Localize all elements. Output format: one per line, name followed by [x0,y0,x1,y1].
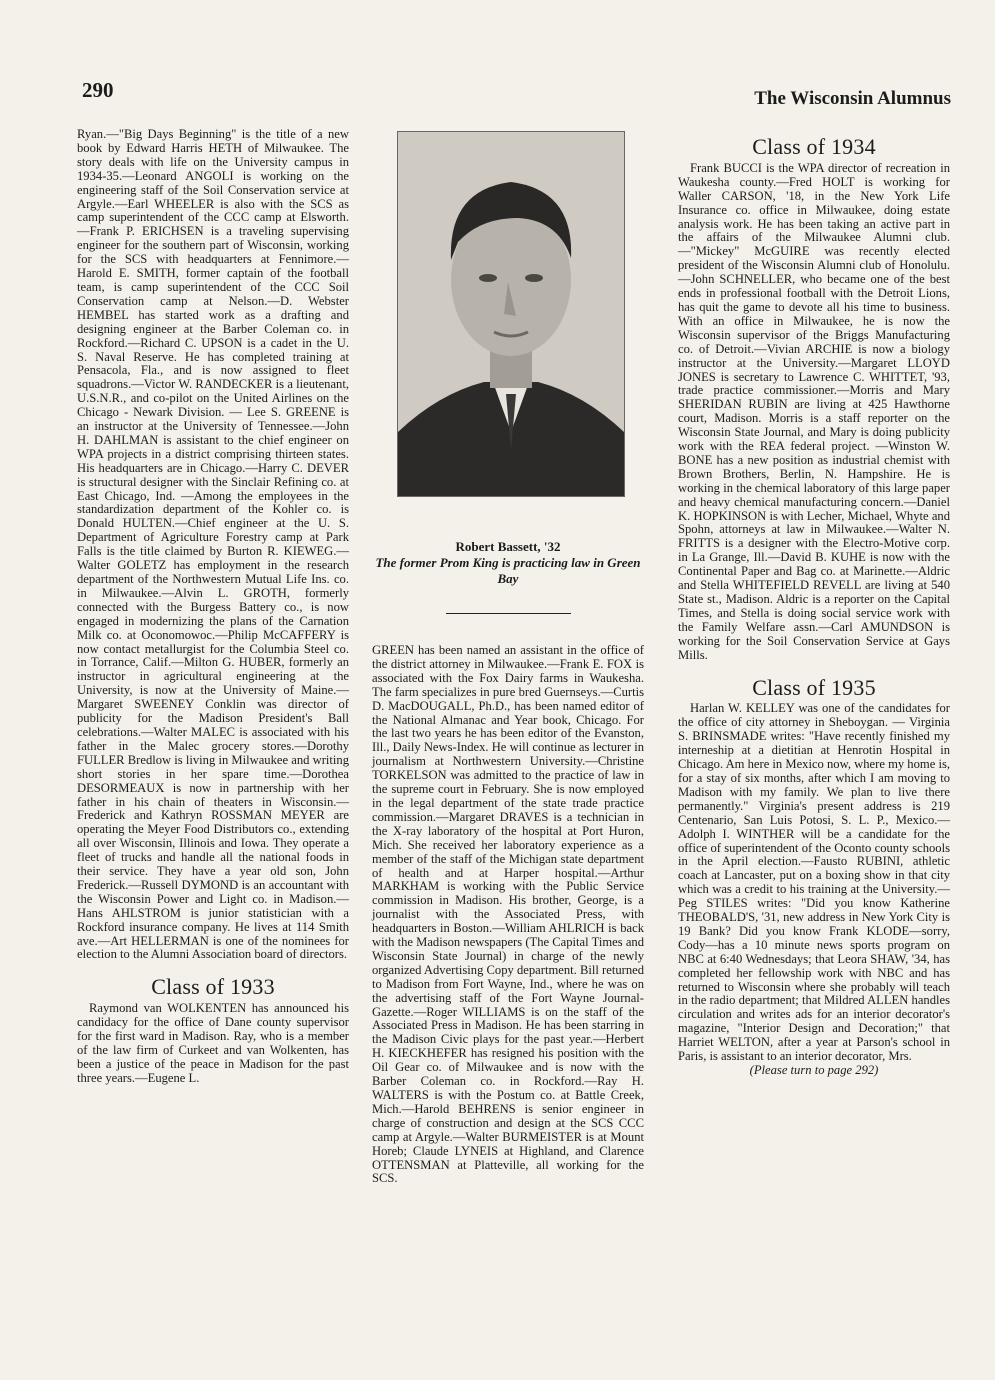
portrait-image [398,132,624,496]
continued-note: (Please turn to page 292) [749,1063,879,1077]
article-paragraph: GREEN has been named an assistant in the office of the district attorney in Milwaukee.—Frank E. FOX is associated with the Fox Dairy farms in Waukesha. The farm specializes in pure bred Guernseys.—Curtis D. MacDOUGALL, Ph.D., has been named editor of the National Almanac and Year book, Chicago. For the last two years he has been editor of the Evanston, Ill., Daily News-Index. He will continue as lecturer in journalism at Northwestern University.—Christine TORKELSON was admitted to the practice of law in the supreme court in February. She is now employed in the legal department of the state trade practice commission.—Margaret DRAVES is a technician in the X-ray laboratory of the hospital at Port Huron, Mich. She received her laboratory experience as a member of the staff of the Michigan state department of health and at Harper hospital.—Arthur MARKHAM is working with the Public Service commission in Madison. His brother, George, is a journalist with the Associated Press, with headquarters in Boston.—William AHLRICH is back with the Madison newspapers (The Capital Times and Wisconsin State Journal) in charge of the newly organized Advertising Copy department. Bill returned to Madison from Fort Wayne, Ind., where he was on the advertising staff of the Fort Wayne Journal-Gazette.—Roger WILLIAMS is on the staff of the Associated Press in Madison. He has been starring in the Madison Civic plays for the past year.—Herbert H. KIECKHEFER has resigned his position with the Oil Gear co. of Milwaukee and is now with the Barber Coleman co. in Rockford.—Ray H. WALTERS is with the Postum co. at Battle Creek, Mich.—Harold BEHRENS is senior engineer in charge of construction and design at the SCS CCC camp at Argyle.—Walter BURMEISTER is at Mount Horeb; Claude LYNEIS at Highland, and Clarence OTTENSMAN at Platteville, all working for the SCS. [372,643,644,1186]
caption-text: The former Prom King is practicing law in Green Bay [375,555,641,586]
middle-column [372,128,644,1186]
photo-caption [372,539,644,587]
divider-rule [446,613,571,614]
class-heading-1934: Class of 1934 [752,134,876,159]
page-number: 290 [82,78,114,102]
running-head: The Wisconsin Alumnus [754,88,951,109]
portrait-photo [397,131,625,497]
article-paragraph: Frank BUCCI is the WPA director of recreation in Waukesha county.—Fred HOLT is working for Waller CARSON, '18, in the New York Life Insurance co. office in Milwaukee, doing estate analysis work. He has been taking an active part in the affairs of the Milwaukee Alumni club.—"Mickey" McGUIRE was recently elected president of the Wisconsin Alumni club of Honolulu.—John SCHNELLER, who became one of the best ends in professional football with the Detroit Lions, has quit the game to devote all his time to business. With an office in Milwaukee, he is now the Wisconsin supervisor of the Briggs Manufacturing co. of Detroit.—Vivian ARCHIE is now a biology instructor at the University.—Margaret LLOYD JONES is secretary to Lawrence C. WHITTET, '93, trade practice commissioner.—Morris and Mary SHERIDAN RUBIN are living at 425 Hawthorne court, Madison. Morris is a staff reporter on the Wisconsin State Journal, and Mary is doing publicity work with the REA federal project. —Winston W. BONE has a new position as industrial chemist with Brown Brothers, Berlin, N. Hampshire. He is working in the chemical laboratory of this large paper and heavy chemical manufacturing concern.—Daniel K. HOPKINSON is with Lecher, Michael, Whyte and Spohn, attorneys at law in Milwaukee.—Walter N. FRITTS is a designer with the Electro-Motive corp. in La Grange, Ill.—David B. KUHE is now with the Continental Paper and Bag co. at Marinette.—Aldric and Stella WHITEFIELD REVELL are living at 540 State st., Madison. Aldric is a reporter on the Capital Times, and Stella is doing social service work with the Family Welfare assn.—Carl AMUNDSON is working for the Soil Conservation Service at Gays Mills. [678,160,950,662]
caption-name: Robert Bassett, '32 [455,539,561,554]
right-column [678,134,950,1078]
class-heading-1935: Class of 1935 [752,674,876,700]
article-paragraph: Raymond van WOLKENTEN has announced his candidacy for the office of Dane county supervisor for the first ward in Madison. Ray, who is a member of the law firm of Curkeet and van Wolkenten, has been a justice of the peace in Madison for the past three years.—Eugene L. [77,1001,349,1085]
article-paragraph: Harlan W. KELLEY was one of the candidates for the office of city attorney in Sheboygan. — Virginia S. BRINSMADE writes: "Have recently finished my interneship at a dietitian at Henrotin Hospital in Chicago. Am here in Mexico now, where my home is, for a stay of six months, after which I am moving to Madison with my family. We plan to live there permanently." Virginia's present address is 219 Centenario, San Luis Potosi, S. L. P., Mexico.—Adolph I. WINTHER will be a candidate for the office of superintendent of the Oconto county schools in the April election.—Fausto RUBINI, athletic coach at Lancaster, put on a boxing show in that city which was a credit to his training at the University.—Peg STILES writes: "Did you know Katherine THEOBALD'S, '31, new address in New York City is 19 Bank? Did you know Frank KLODE—sorry, Cody—has a 10 minute news sports program on NBC at 6:40 Wednesdays; that Leora SHAW, '34, has completed her fellowship work with NBC and has returned to Wisconsin where she probably will teach in the radio department; that Mildred ALLEN handles circulation and writes ads for an interior decorator's magazine, "Interior Design and Decoration;" that Harriet WELTON, after a year at Parson's school in Paris, is assistant to an interior decorator, Mrs. [678,701,950,1064]
class-heading-1933: Class of 1933 [151,974,275,1000]
left-column [77,128,349,1086]
article-paragraph: Ryan.—"Big Days Beginning" is the title of a new book by Edward Harris HETH of Milwaukee. The story deals with life on the University campus in 1934-35.—Leonard ANGOLI is working on the engineering staff of the Soil Conservation service at Argyle.—Earl WHEELER is also with the SCS as camp superintendent of the CCC camp at Elsworth.—Frank P. ERICHSEN is a traveling supervising engineer for the southern part of Wisconsin, working for the SCS with headquarters at Fennimore.—Harold E. SMITH, former captain of the football team, is camp superintendent of the CCC Soil Conservation camp at Nelson.—D. Webster HEMBEL has started work as a drafting and designing engineer at the Barber Coleman co. in Rockford.—Richard C. UPSON is a cadet in the U. S. Naval Reserve. He has completed training at Pensacola, Fla., and is now assigned to fleet squadrons.—Victor W. RANDECKER is a lieutenant, U.S.N.R., and co-pilot on the United Airlines on the Chicago - Newark Division. — Lee S. GREENE is an instructor at the University of Tennessee.—John H. DAHLMAN is assistant to the chief engineer on WPA projects in a district comprising thirteen states. His headquarters are in Chicago.—Harry C. DEVER is structural designer with the Sinclair Refining co. at East Chicago, Ind. —Among the employees in the standardization department of the Kohler co. is Donald HULTEN.—Chief engineer at the U. S. Department of Agriculture Forestry camp at Park Falls is the title claimed by Burton R. KIEWEG.—Walter GOLETZ has employment in the research department of the Northwestern Mutual Life Ins. co. in Milwaukee.—Alvin L. GROTH, formerly connected with the Burgess Battery co., is now engaged in modernizing the plans of the Carnation Milk co. at Oconomowoc.—Philip McCAFFERY is now contact metallurgist for the Columbia Steel co. in Torrance, Calif.—Milton G. HUBER, formerly an instructor in agricultural engineering at the University, is now at the University of Maine.—Margaret SWEENEY Conklin was director of publicity for the Madison President's Ball celebrations.—Walter MALEC is associated with his father in the Malec grocery stores.—Dorothy FULLER Bredlow is living in Milwaukee and writing short stories in her spare time.—Dorothea DESORMEAUX is now in partnership with her father in his chain of theaters in Wisconsin.—Frederick and Kathryn ROSSMAN MEYER are operating the Meyer Food Distributors co., extending all over Wisconsin, Illinois and Iowa. They operate a fleet of trucks and handle all the national foods in their service. They have a year old son, John Frederick.—Russell DYMOND is an accountant with the Wisconsin Power and Light co. in Madison.—Hans AHLSTROM is junior statistician with a Rockford insurance company. He lives at 114 Smith ave.—Art HELLERMAN is one of the nominees for election to the Alumni Association board of directors. [77,127,349,962]
